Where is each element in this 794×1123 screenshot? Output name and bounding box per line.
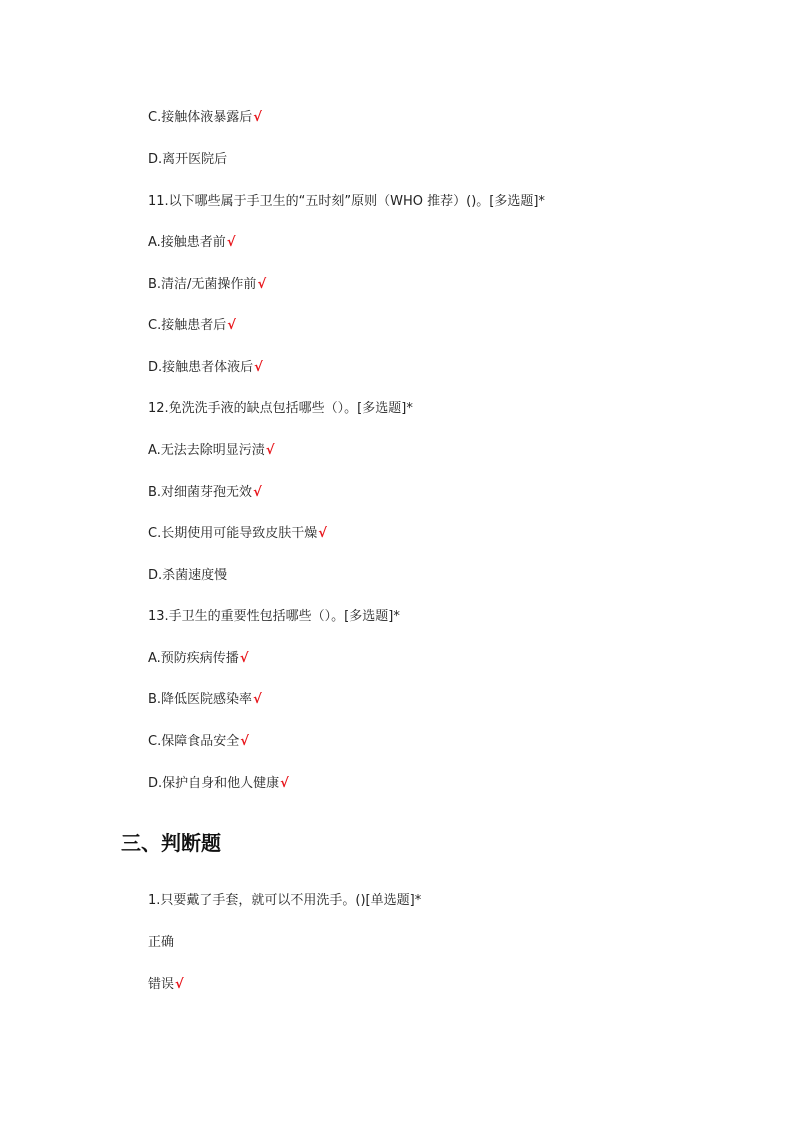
- check-mark-icon: √: [240, 734, 249, 749]
- check-mark-icon: √: [265, 443, 275, 458]
- option-line: [148, 733, 249, 751]
- check-mark-icon: √: [239, 651, 249, 666]
- question-text: 12.免洗洗手液的缺点包括哪些（）。[多选题]*: [148, 401, 413, 416]
- option-text: D.接触患者体液后: [148, 360, 254, 375]
- option-line: [148, 484, 262, 502]
- question-text: 1.只要戴了手套，就可以不用洗手。()[单选题]*: [148, 893, 422, 908]
- option-line: [148, 276, 266, 294]
- option-text: C.保障食品安全: [148, 734, 240, 749]
- option-text: A.接触患者前: [148, 235, 226, 250]
- option-text: A.预防疾病传播: [148, 651, 239, 666]
- question-line: [148, 193, 545, 211]
- option-text: C.长期使用可能导致皮肤干燥: [148, 526, 318, 541]
- option-line: [148, 525, 327, 543]
- option-line: [148, 442, 274, 460]
- question-text: 11.以下哪些属于手卫生的“五时刻”原则（WHO 推荐）()。[多选题]*: [148, 194, 545, 209]
- check-mark-icon: √: [253, 485, 262, 500]
- check-mark-icon: √: [175, 977, 184, 992]
- option-text: A.无法去除明显污渍: [148, 443, 265, 458]
- option-line: [148, 691, 262, 709]
- check-mark-icon: √: [254, 360, 263, 375]
- check-mark-icon: √: [227, 318, 236, 333]
- option-line: [148, 650, 248, 668]
- option-text: D.杀菌速度慢: [148, 568, 228, 583]
- option-line: [148, 359, 263, 377]
- option-text: B.对细菌芽孢无效: [148, 485, 253, 500]
- option-text: B.清洁/无菌操作前: [148, 277, 257, 292]
- option-text: C.接触患者后: [148, 318, 227, 333]
- option-line: [148, 151, 227, 169]
- question-line: [148, 892, 421, 910]
- option-line: [148, 234, 235, 252]
- section-heading: 三、判断题: [121, 831, 221, 855]
- option-line: [148, 109, 262, 127]
- check-mark-icon: √: [226, 235, 236, 250]
- option-line: [148, 317, 236, 335]
- question-line: [148, 400, 413, 418]
- option-text: D.保护自身和他人健康: [148, 776, 280, 791]
- check-mark-icon: √: [257, 277, 267, 292]
- option-text: 错误: [148, 977, 175, 992]
- option-text: C.接触体液暴露后: [148, 110, 253, 125]
- check-mark-icon: √: [280, 776, 289, 791]
- question-line: [148, 608, 400, 626]
- option-line: [148, 775, 289, 793]
- option-text: B.降低医院感染率: [148, 692, 253, 707]
- option-line: [148, 934, 174, 952]
- question-text: 13.手卫生的重要性包括哪些（）。[多选题]*: [148, 609, 400, 624]
- check-mark-icon: √: [253, 110, 262, 125]
- check-mark-icon: √: [253, 692, 262, 707]
- option-text: 正确: [148, 935, 175, 950]
- check-mark-icon: √: [318, 526, 327, 541]
- option-line: [148, 976, 184, 994]
- option-line: [148, 567, 227, 585]
- option-text: D.离开医院后: [148, 152, 228, 167]
